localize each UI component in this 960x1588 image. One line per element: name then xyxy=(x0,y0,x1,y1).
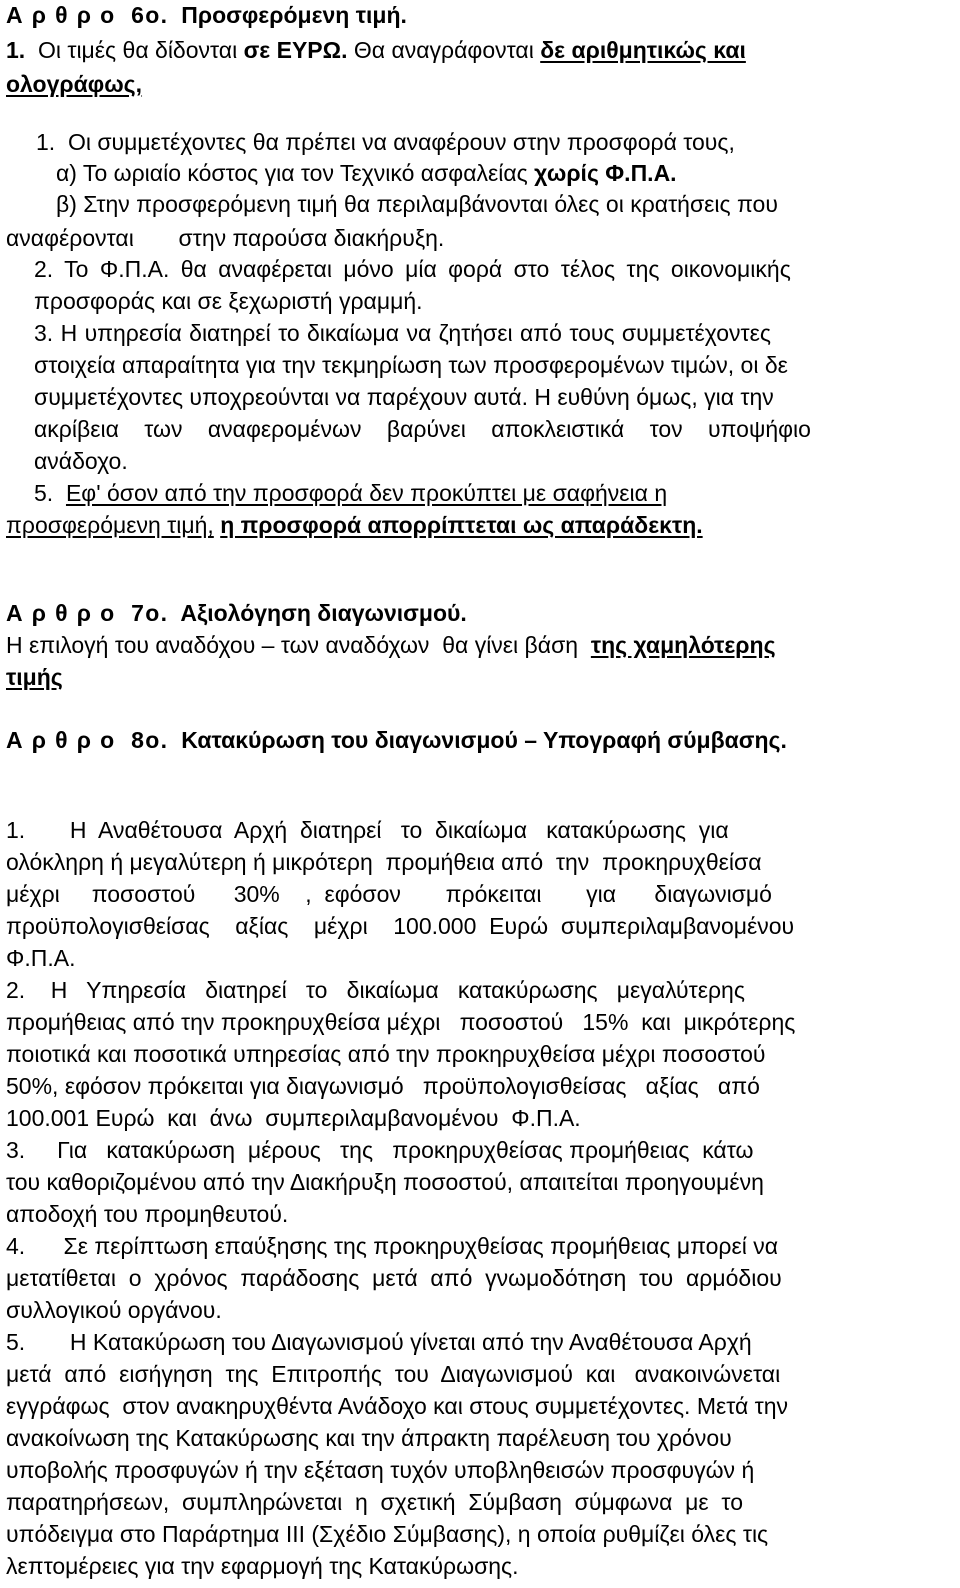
art6-para1-line2: ολογράφως, xyxy=(6,71,143,97)
art8-para3-line1: 3. Για κατακύρωση μέρους της προκηρυχθείσας προμήθειας κάτω xyxy=(6,1137,754,1163)
art8-para1-line2: ολόκληρη ή μεγαλύτερη ή μικρότερη προμήθεια από την προκηρυχθείσα xyxy=(6,849,762,875)
art6-para5-line2: προσφερόμενη τιμή, η προσφορά απορρίπτεται ως απαράδεκτη. xyxy=(6,512,703,538)
art8-para4-line2: μετατίθεται ο χρόνος παράδοσης μετά από γνωμοδότηση του αρμόδιου xyxy=(6,1265,782,1291)
art8-para1-line4: προϋπολογισθείσας αξίας μέχρι 100.000 Ευρώ συμπεριλαμβανομένου xyxy=(6,913,795,939)
art8-para2-line1: 2. Η Υπηρεσία διατηρεί το δικαίωμα κατακύρωσης μεγαλύτερης xyxy=(6,977,745,1003)
article-7-heading: Α ρ θ ρ ο 7ο. Αξιολόγηση διαγωνισμού. xyxy=(6,600,467,626)
art8-para2-line2: προμήθειας από την προκηρυχθείσα μέχρι ποσοστού 15% και μικρότερης xyxy=(6,1009,796,1035)
art8-para5-line2: μετά από εισήγηση της Επιτροπής του Διαγωνισμού και ανακοινώνεται xyxy=(6,1361,781,1387)
art6-para3-line2: προσφοράς και σε ξεχωριστή γραμμή. xyxy=(34,288,423,314)
art6-para2-line1: 1. Οι συμμετέχοντες θα πρέπει να αναφέρουν στην προσφορά τους, xyxy=(36,129,735,155)
art8-para2-line4: 50%, εφόσον πρόκειται για διαγωνισμό προϋπολογισθείσας αξίας από xyxy=(6,1073,760,1099)
art8-para2-line5: 100.001 Ευρώ και άνω συμπεριλαμβανομένου Φ.Π.Α. xyxy=(6,1105,581,1131)
art6-para2-line3: β) Στην προσφερόμενη τιμή θα περιλαμβάνονται όλες οι κρατήσεις που xyxy=(56,191,778,217)
art8-para5-line6: παρατηρήσεων, συμπληρώνεται η σχετική Σύμβαση σύμφωνα με το xyxy=(6,1489,743,1515)
art6-para4-line3: συμμετέχοντες υποχρεούνται να παρέχουν αυτά. Η ευθύνη όμως, για την xyxy=(34,384,774,410)
art8-para5-line4: ανακοίνωση της Κατακύρωσης και την άπρακτη παρέλευση του χρόνου xyxy=(6,1425,732,1451)
art6-para3-line1: 2. Το Φ.Π.Α. θα αναφέρεται μόνο μία φορά στο τέλος της οικονομικής xyxy=(34,256,791,282)
art8-para1-line5: Φ.Π.Α. xyxy=(6,945,76,971)
art8-para5-line7: υπόδειγμα στο Παράρτημα ΙΙΙ (Σχέδιο Σύμβασης), η οποία ρυθμίζει όλες τις xyxy=(6,1521,769,1547)
art8-para5-line1: 5. Η Κατακύρωση του Διαγωνισμού γίνεται από την Αναθέτουσα Αρχή xyxy=(6,1329,752,1355)
art8-para5-line8: λεπτομέρειες για την εφαρμογή της Κατακύρωσης. xyxy=(6,1553,519,1579)
art8-para5-line5: υποβολής προσφυγών ή την εξέταση τυχόν υποβληθεισών προσφυγών ή xyxy=(6,1457,755,1483)
art6-para4-line1: 3. Η υπηρεσία διατηρεί το δικαίωμα να ζητήσει από τους συμμετέχοντες xyxy=(34,320,771,346)
art8-para1-line3: μέχρι ποσοστού 30% , εφόσον πρόκειται για διαγωνισμό xyxy=(6,881,772,907)
art8-para3-line2: του καθοριζομένου από την Διακήρυξη ποσοστού, απαιτείται προηγουμένη xyxy=(6,1169,764,1195)
art6-para4-line4: ακρίβεια των αναφερομένων βαρύνει αποκλειστικά τον υποψήφιο xyxy=(34,416,811,442)
art6-para4-line5: ανάδοχο. xyxy=(34,448,128,474)
article-8-heading: Α ρ θ ρ ο 8ο. Κατακύρωση του διαγωνισμού – Υπογραφή σύμβασης. xyxy=(6,727,787,753)
art6-para4-line2: στοιχεία απαραίτητα για την τεκμηρίωση των προσφερομένων τιμών, οι δε xyxy=(34,352,788,378)
art7-line2: τιμής xyxy=(6,664,63,690)
art8-para1-line1: 1. Η Αναθέτουσα Αρχή διατηρεί το δικαίωμα κατακύρωσης για xyxy=(6,817,729,843)
art8-para2-line3: ποιοτικά και ποσοτικά υπηρεσίας από την προκηρυχθείσα μέχρι ποσοστού xyxy=(6,1041,766,1067)
art6-para5-line1: 5. Εφ' όσον από την προσφορά δεν προκύπτει με σαφήνεια η xyxy=(34,480,668,506)
art8-para4-line3: συλλογικού οργάνου. xyxy=(6,1297,222,1323)
art8-para3-line3: αποδοχή του προμηθευτού. xyxy=(6,1201,289,1227)
art7-line1: Η επιλογή του αναδόχου – των αναδόχων θα γίνει βάση της χαμηλότερης xyxy=(6,632,776,658)
art6-para2-line2: α) Το ωριαίο κόστος για τον Τεχνικό ασφαλείας χωρίς Φ.Π.Α. xyxy=(56,160,677,186)
art6-para1-line1: 1. Οι τιμές θα δίδονται σε ΕΥΡΩ. Θα αναγράφονται δε αριθμητικώς και xyxy=(6,37,746,63)
article-6-heading: Α ρ θ ρ ο 6ο. Προσφερόμενη τιμή. xyxy=(6,2,407,28)
art6-para2-line4: αναφέρονται στην παρούσα διακήρυξη. xyxy=(6,225,445,251)
art8-para4-line1: 4. Σε περίπτωση επαύξησης της προκηρυχθείσας προμήθειας μπορεί να xyxy=(6,1233,779,1259)
art8-para5-line3: εγγράφως στον ανακηρυχθέντα Ανάδοχο και στους συμμετέχοντες. Μετά την xyxy=(6,1393,789,1419)
